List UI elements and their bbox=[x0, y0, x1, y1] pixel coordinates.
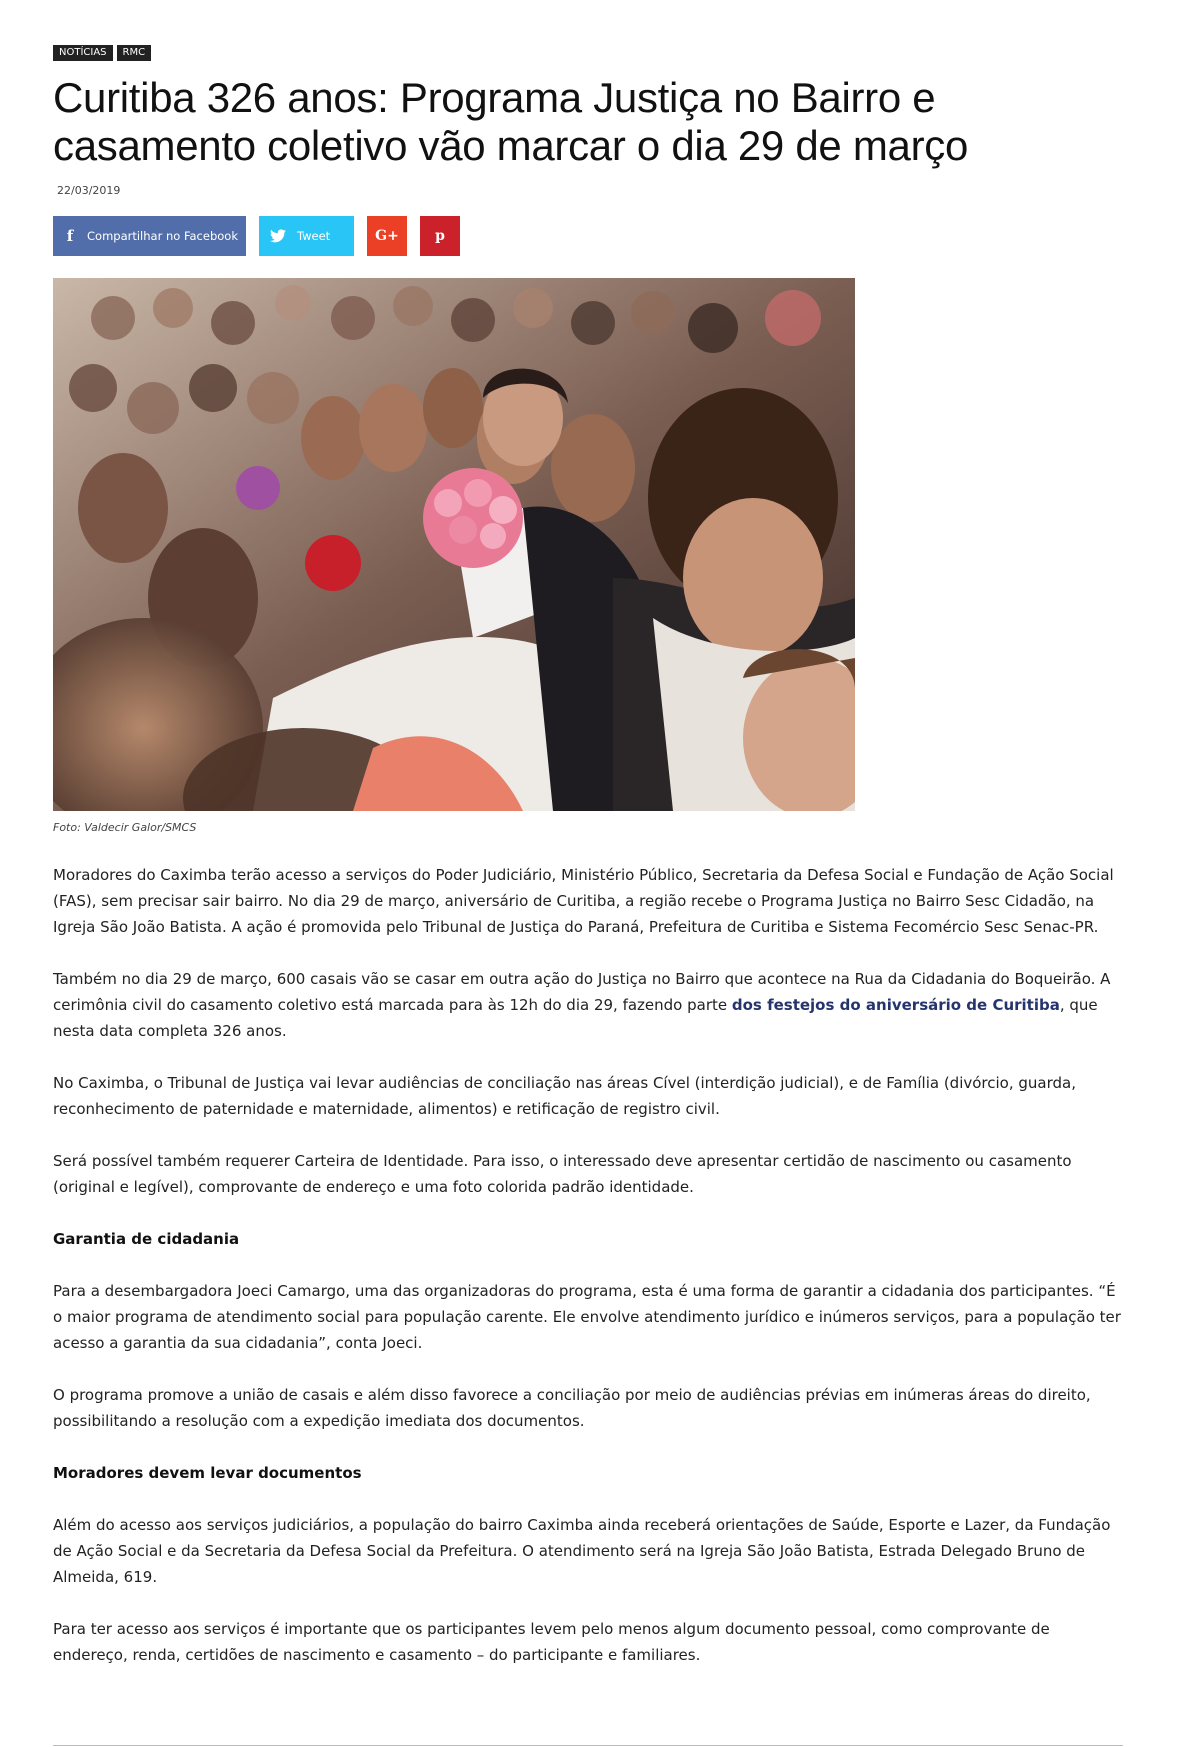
section-heading: Garantia de cidadania bbox=[53, 1230, 240, 1248]
paragraph: O programa promove a união de casais e além disso favorece a conciliação por meio de audiências prévias em inúmeras áreas do direito, possibilitando a resolução com a expedição imediata dos documentos. bbox=[53, 1386, 1091, 1430]
paragraph-text: Também no dia 29 de março, 600 casais vão se casar em outra ação do Justiça no Bairro que acontece na Rua da Cidadania do Boqueirão. A cerimônia civil do casamento coletivo está marcada para às 12h do dia 29, fazendo parte bbox=[53, 970, 1111, 1014]
facebook-icon: f bbox=[66, 227, 74, 245]
googleplus-icon: G+ bbox=[375, 228, 399, 244]
tag-noticias[interactable]: NOTÍCIAS bbox=[53, 45, 113, 61]
photo-caption: Foto: Valdecir Galor/SMCS bbox=[53, 821, 197, 834]
category-tags bbox=[53, 45, 151, 61]
article-photo bbox=[53, 278, 855, 811]
facebook-share-button[interactable] bbox=[53, 216, 246, 256]
tag-rmc[interactable]: RMC bbox=[117, 45, 152, 61]
paragraph: No Caximba, o Tribunal de Justiça vai levar audiências de conciliação nas áreas Cível (interdição judicial), e de Família (divórcio, guarda, reconhecimento de paternidade e maternidade, alimentos) e retificação de registro civil. bbox=[53, 1074, 1076, 1118]
wedding-crowd-image bbox=[53, 278, 855, 811]
bouquet bbox=[423, 468, 523, 568]
googleplus-share-button[interactable] bbox=[367, 216, 407, 256]
paragraph: Além do acesso aos serviços judiciários, a população do bairro Caximba ainda receberá orientações de Saúde, Esporte e Lazer, da Fundação de Ação Social e da Secretaria da Defesa Social da Prefeitura. O atendimento será na Igreja São João Batista, Estrada Delegado Bruno de Almeida, 619. bbox=[53, 1516, 1111, 1586]
section-heading: Moradores devem levar documentos bbox=[53, 1464, 362, 1482]
pinterest-icon: p bbox=[435, 228, 445, 244]
twitter-share-label: Tweet bbox=[297, 229, 331, 243]
paragraph-text: , que nesta data completa 326 anos. bbox=[53, 996, 1098, 1040]
share-bar bbox=[53, 216, 460, 256]
publish-date: 22/03/2019 bbox=[57, 184, 121, 197]
paragraph bbox=[53, 966, 1123, 1044]
paragraph: Para ter acesso aos serviços é importante que os participantes levem pelo menos algum documento pessoal, como comprovante de endereço, renda, certidões de nascimento e casamento – do participante e familiares. bbox=[53, 1620, 1050, 1664]
twitter-share-button[interactable] bbox=[259, 216, 354, 256]
bottom-divider bbox=[53, 1745, 1123, 1746]
article-body bbox=[53, 862, 1123, 1694]
paragraph: Moradores do Caximba terão acesso a serviços do Poder Judiciário, Ministério Público, Secretaria da Defesa Social e Fundação de Ação Social (FAS), sem precisar sair bairro. No dia 29 de março, aniversário de Curitiba, a região recebe o Programa Justiça no Bairro Sesc Cidadão, na Igreja São João Batista. A ação é promovida pelo Tribunal de Justiça do Paraná, Prefeitura de Curitiba e Sistema Fecomércio Sesc Senac-PR. bbox=[53, 866, 1114, 936]
twitter-icon bbox=[259, 216, 297, 256]
festejos-link[interactable]: dos festejos do aniversário de Curitiba bbox=[731, 996, 1060, 1014]
facebook-share-label: Compartilhar no Facebook bbox=[87, 229, 238, 243]
paragraph: Será possível também requerer Carteira de Identidade. Para isso, o interessado deve apresentar certidão de nascimento ou casamento (original e legível), comprovante de endereço e uma foto colorida padrão identidade. bbox=[53, 1152, 1072, 1196]
pinterest-share-button[interactable] bbox=[420, 216, 460, 256]
paragraph: Para a desembargadora Joeci Camargo, uma das organizadoras do programa, esta é uma forma de garantir a cidadania dos participantes. “É o maior programa de atendimento social para população carente. Ele envolve atendimento jurídico e inúmeros serviços, para a população ter acesso a garantia da sua cidadania”, conta Joeci. bbox=[53, 1282, 1121, 1352]
article-title: Curitiba 326 anos: Programa Justiça no Bairro e casamento coletivo vão marcar o dia 29 de março bbox=[53, 74, 969, 169]
